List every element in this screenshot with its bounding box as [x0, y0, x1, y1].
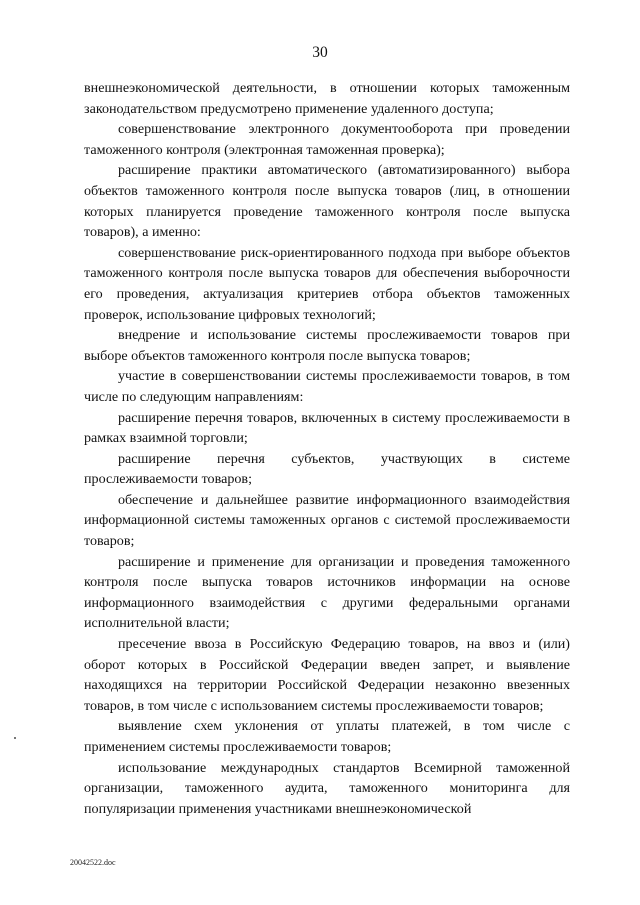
paragraph-11: пресечение ввоза в Российскую Федерацию товаров, на ввоз и (или) оборот которых в Российской Федерации введен запрет, и выявление находящихся на территории Российской Федерации незаконно ввезенных товаров, в том числе с использованием системы прослеживаемости товаров; — [84, 636, 570, 714]
paragraph-13: использование международных стандартов Всемирной таможенной организации, таможенного аудита, таможенного мониторинга для популяризации применения участниками внешнеэкономической — [84, 759, 570, 817]
paragraph-9: обеспечение и дальнейшее развитие информационного взаимодействия информационной системы таможенных органов с системой прослеживаемости товаров; — [84, 491, 570, 550]
body-text — [84, 78, 570, 819]
paragraph-1: внешнеэкономической деятельности, в отношении которых таможенным законодательством предусмотрено применение удаленного доступа; — [84, 80, 570, 117]
footer-file-code: 20042522.doc — [70, 858, 116, 867]
page-number: 30 — [312, 44, 328, 61]
paragraph-5: внедрение и использование системы прослеживаемости товаров при выборе объектов таможенного контроля после выпуска товаров; — [84, 327, 570, 364]
paragraph-6: участие в совершенствовании системы прослеживаемости товаров, в том числе по следующим направлениям: — [84, 368, 570, 405]
paragraph-8: расширение перечня субъектов, участвующих в системе прослеживаемости товаров; — [84, 450, 570, 488]
paragraph-10: расширение и применение для организации и проведения таможенного контроля после выпуска товаров источников информации на основе информационного взаимодействия с другими федеральными органами исполнительной власти; — [84, 553, 570, 632]
paragraph-3: расширение практики автоматического (автоматизированного) выбора объектов таможенного контроля после выпуска товаров (лиц, в отношении которых планируется проведение таможенного контроля после выпуска товаров), а именно: — [84, 162, 570, 241]
paragraph-2: совершенствование электронного документооборота при проведении таможенного контроля (электронная таможенная проверка); — [84, 121, 570, 158]
margin-mark — [14, 737, 16, 739]
paragraph-12: выявление схем уклонения от уплаты платежей, в том числе с применением системы прослеживаемости товаров; — [84, 718, 570, 755]
paragraph-4: совершенствование риск-ориентированного подхода при выборе объектов таможенного контроля после выпуска товаров для обеспечения выборочности его проведения, актуализация критериев отбора объектов таможенных проверок, использование цифровых технологий; — [84, 244, 570, 323]
paragraph-7: расширение перечня товаров, включенных в систему прослеживаемости в рамках взаимной торговли; — [84, 409, 570, 447]
